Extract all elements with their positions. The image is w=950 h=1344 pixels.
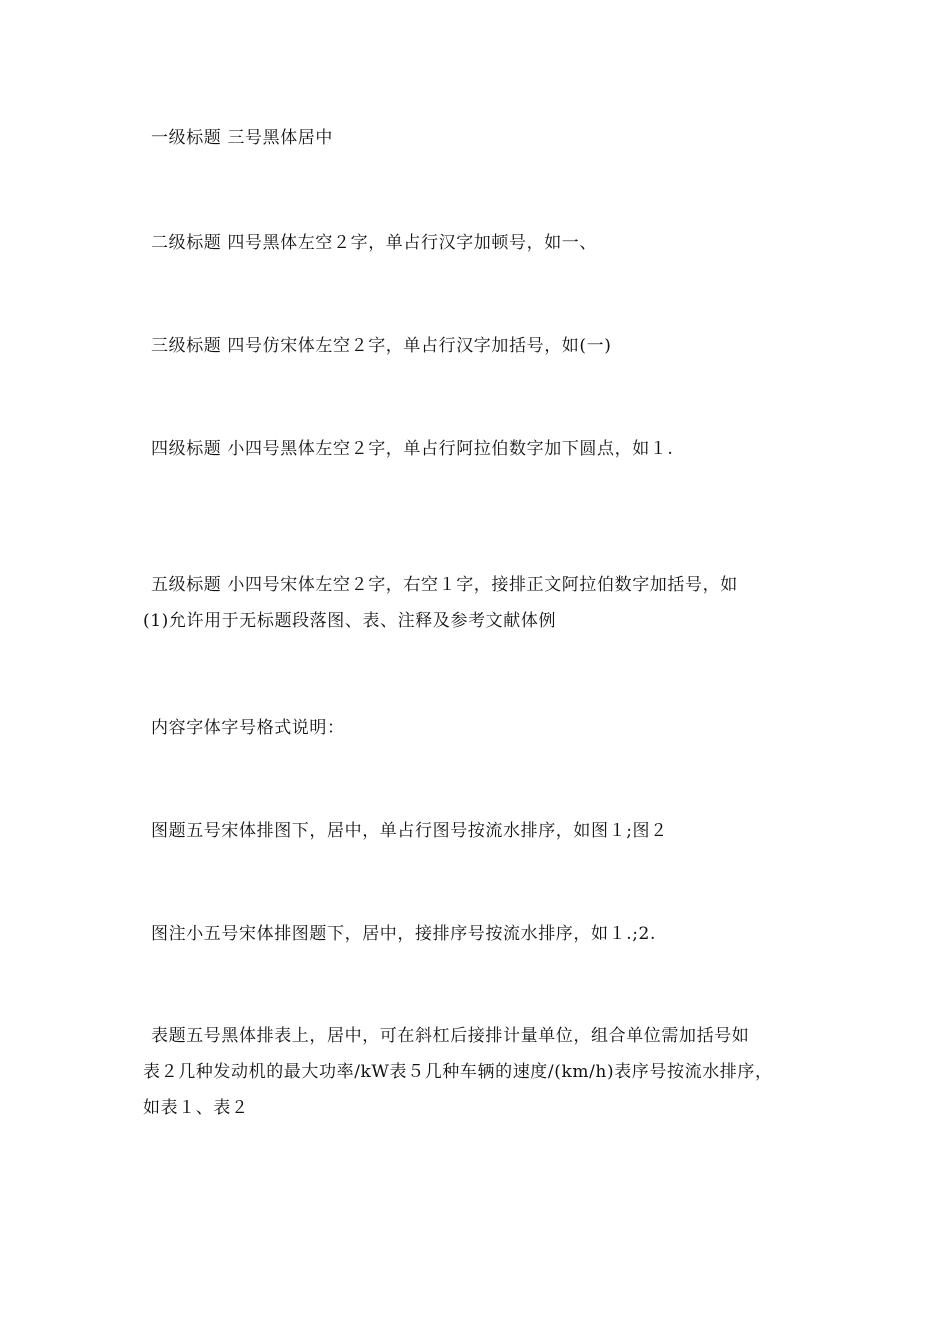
table-title-spec-end: 如表１、表２ <box>143 1098 249 1118</box>
heading-level-2-spec: 二级标题 四号黑体左空２字，单占行汉字加顿号，如一、 <box>151 233 598 253</box>
heading-level-5-spec: 五级标题 小四号宋体左空２字，右空１字，接排正文阿拉伯数字加括号，如 <box>151 575 738 595</box>
heading-level-4-spec: 四级标题 小四号黑体左空２字，单占行阿拉伯数字加下圆点，如１. <box>151 439 674 459</box>
table-title-spec: 表题五号黑体排表上，居中，可在斜杠后接排计量单位，组合单位需加括号如 <box>151 1026 750 1046</box>
content-format-title: 内容字体字号格式说明： <box>151 718 345 738</box>
heading-level-3-spec: 三级标题 四号仿宋体左空２字，单占行汉字加括号，如(一) <box>151 336 612 356</box>
heading-level-1-spec: 一级标题 三号黑体居中 <box>151 128 334 148</box>
figure-note-spec: 图注小五号宋体排图题下，居中，接排序号按流水排序，如１.;2. <box>151 924 656 944</box>
figure-title-spec: 图题五号宋体排图下，居中，单占行图号按流水排序，如图１;图２ <box>151 821 668 841</box>
table-title-spec-continued: 表２几种发动机的最大功率/kW表５几种车辆的速度/(km/h)表序号按流水排序， <box>143 1062 773 1082</box>
heading-level-5-spec-continued: (1)允许用于无标题段落图、表、注释及参考文献体例 <box>143 611 557 631</box>
